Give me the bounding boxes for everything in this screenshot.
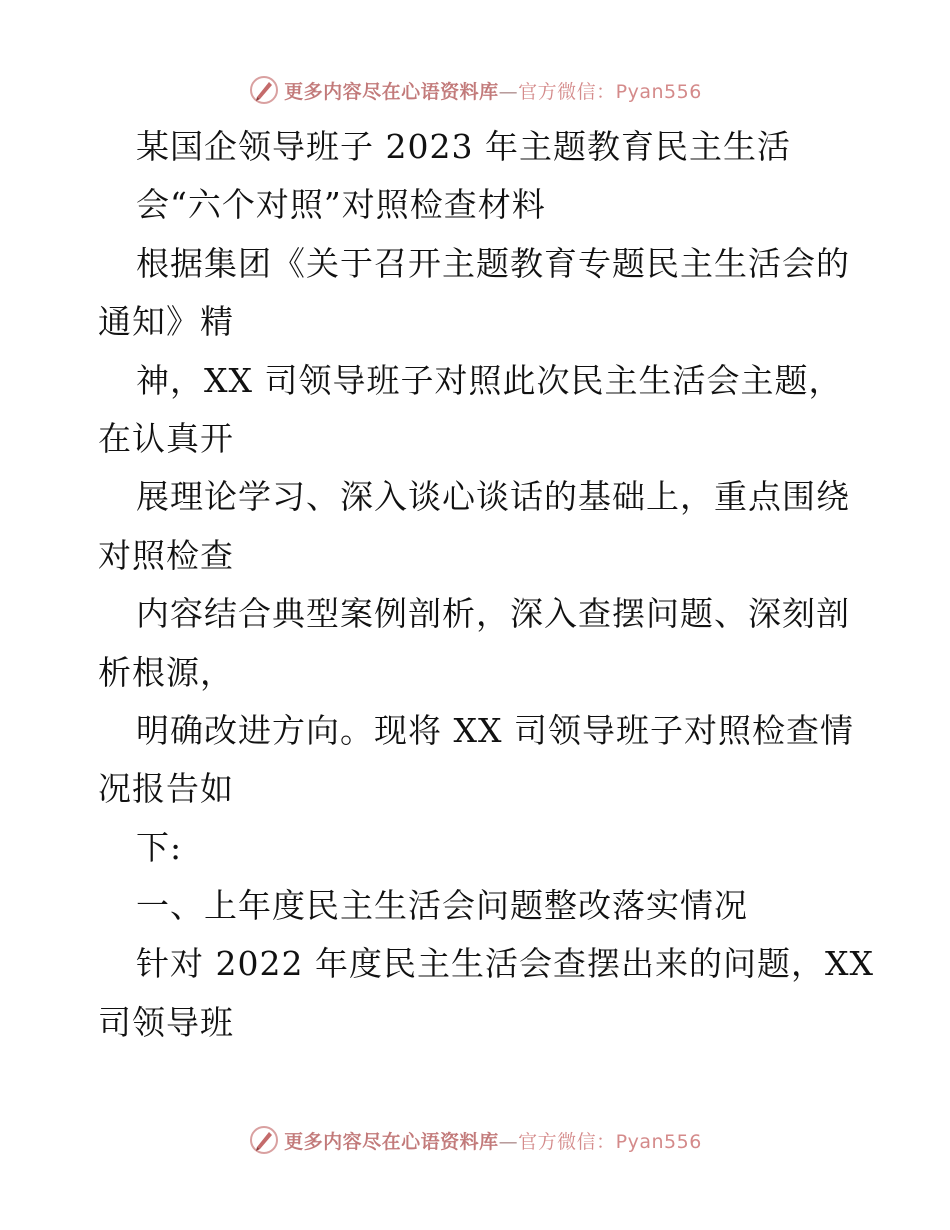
paragraph-line: 神，XX 司领导班子对照此次民主生活会主题， [136,360,843,400]
document-title-line-2: 会“六个对照”对照检查材料 [136,185,546,225]
quill-pen-icon [248,74,280,106]
section-heading: 一、上年度民主生活会问题整改落实情况 [136,886,748,926]
quill-pen-icon [248,1124,280,1156]
paragraph-line: 下: [136,827,183,867]
paragraph-line: 况报告如 [98,769,234,809]
paragraph-line: 针对 2022 年度民主生活会查摆出来的问题，XX [136,944,874,984]
paragraph-line: 析根源， [98,652,234,692]
paragraph-line: 司领导班 [98,1002,234,1042]
footer-banner [284,1127,702,1154]
header-banner [284,77,702,104]
paragraph-line: 在认真开 [98,418,234,458]
paragraph-line: 展理论学习、深入谈心谈话的基础上，重点围绕 [136,477,850,517]
header-brand-text: 更多内容尽在心语资料库 [284,80,499,103]
footer-watermark [0,1120,950,1160]
header-separator: — [498,80,519,103]
paragraph-line: 内容结合典型案例剖析，深入查摆问题、深刻剖 [136,594,850,634]
footer-brand-text: 更多内容尽在心语资料库 [284,1130,499,1153]
footer-separator: — [498,1130,519,1153]
paragraph-line: 根据集团《关于召开主题教育专题民主生活会的 [136,243,850,283]
paragraph-line: 对照检查 [98,535,234,575]
paragraph-line: 通知》精 [98,302,234,342]
footer-contact-text: 官方微信：Pyan556 [518,1130,702,1153]
document-title-line-1: 某国企领导班子 2023 年主题教育民主生活 [136,127,791,166]
header-watermark [0,70,950,110]
document-body [98,118,874,1052]
header-contact-text: 官方微信：Pyan556 [518,80,702,103]
paragraph-line: 明确改进方向。现将 XX 司领导班子对照检查情 [136,710,854,750]
